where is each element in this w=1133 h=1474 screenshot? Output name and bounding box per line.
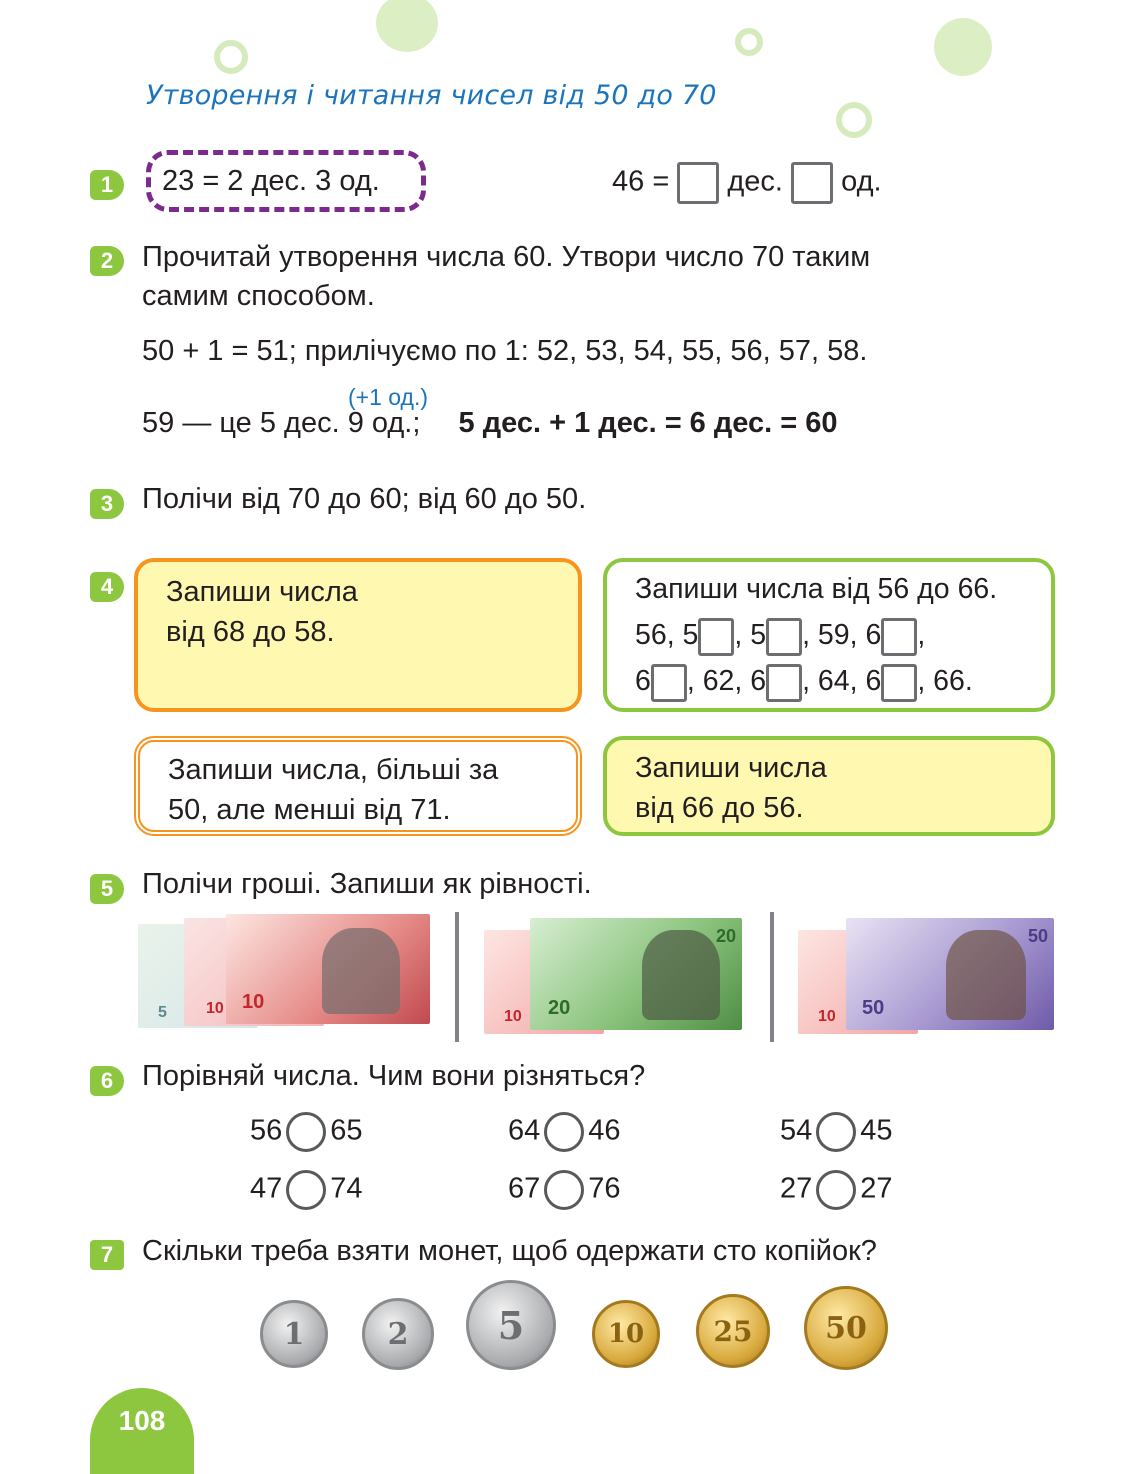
task-number-badge: 1 — [90, 170, 124, 200]
comparison — [250, 1112, 363, 1152]
answer-box[interactable] — [698, 618, 734, 656]
number-a: 47 — [250, 1172, 283, 1205]
card1-line1: Запиши числа — [166, 576, 358, 608]
number-b: 76 — [588, 1172, 621, 1205]
card3-line1: Запиши числа, більші за — [168, 754, 499, 786]
exercise-card-4 — [603, 736, 1055, 836]
number-b: 65 — [330, 1114, 363, 1147]
page-number: 108 — [90, 1388, 194, 1474]
coin-50 — [804, 1286, 888, 1370]
task-number-badge: 6 — [90, 1066, 124, 1096]
number-b: 46 — [588, 1114, 621, 1147]
compare-circle[interactable] — [816, 1112, 856, 1152]
card4-line2: від 66 до 56. — [635, 792, 804, 825]
decor-circle — [934, 18, 992, 76]
answer-box[interactable] — [791, 162, 833, 204]
exercise-card-1 — [134, 558, 582, 712]
task6-instruction: Порівняй числа. Чим вони різняться? — [142, 1060, 646, 1092]
number-a: 64 — [508, 1114, 541, 1147]
banknote-20 — [530, 918, 742, 1030]
number-b: 45 — [860, 1114, 893, 1147]
exercise-card-2 — [603, 558, 1055, 712]
task1-dec-label: дес. — [727, 165, 783, 198]
comparison — [508, 1170, 621, 1210]
number-b: 74 — [330, 1172, 363, 1205]
coin-value: 5 — [497, 1302, 525, 1348]
group-separator — [455, 912, 459, 1042]
card2-r1-a: 56, 5 — [635, 619, 699, 652]
coin-1 — [260, 1300, 328, 1368]
portrait — [946, 930, 1026, 1020]
task2-explanation-part2: 5 дес. + 1 дес. = 6 дес. = 60 — [458, 407, 838, 439]
card2-row1 — [635, 612, 1051, 658]
task1-left: 46 = — [612, 165, 670, 198]
task1-exercise — [612, 162, 882, 204]
task7-instruction: Скільки треба взяти монет, щоб одержати сто копійок? — [142, 1235, 877, 1267]
card2-r2-d: , 66. — [917, 665, 973, 698]
card2-r2-a: 6 — [635, 665, 651, 698]
answer-box[interactable] — [651, 664, 687, 702]
group-separator — [770, 912, 774, 1042]
answer-box[interactable] — [677, 162, 719, 204]
decor-circle — [376, 0, 438, 52]
card2-row2 — [635, 658, 1051, 704]
banknote-value: 20 — [548, 997, 571, 1019]
coin-value: 50 — [825, 1310, 867, 1346]
portrait — [322, 928, 400, 1014]
comparison — [508, 1112, 621, 1152]
banknote-value: 10 — [206, 1000, 224, 1017]
number-a: 67 — [508, 1172, 541, 1205]
task2-instruction-line2: самим способом. — [142, 280, 375, 312]
compare-circle[interactable] — [816, 1170, 856, 1210]
banknote-value: 20 — [715, 926, 736, 946]
card3-line2: 50, але менші від 71. — [168, 794, 451, 827]
card2-r1-b: , 5 — [734, 619, 767, 652]
portrait — [642, 930, 720, 1020]
banknote-50 — [846, 918, 1054, 1030]
task2-counting-line: 50 + 1 = 51; прилічуємо по 1: 52, 53, 54, 55, 56, 57, 58. — [142, 335, 868, 367]
task1-od-label: од. — [841, 165, 882, 198]
decor-ring — [735, 28, 763, 56]
answer-box[interactable] — [766, 618, 802, 656]
banknote-value: 10 — [242, 991, 265, 1013]
comparison — [250, 1170, 363, 1210]
banknote-value: 50 — [1027, 926, 1048, 946]
comparison — [780, 1112, 893, 1152]
coin-value: 1 — [283, 1316, 305, 1352]
compare-circle[interactable] — [544, 1112, 584, 1152]
card1-line2: від 68 до 58. — [166, 616, 335, 649]
banknote-value: 10 — [818, 1008, 836, 1025]
compare-circle[interactable] — [286, 1112, 326, 1152]
task2-explanation — [142, 406, 838, 441]
task2-annotation: (+1 од.) — [348, 384, 429, 410]
banknote-value: 5 — [158, 1004, 167, 1021]
example-equation: 23 = 2 дес. 3 од. — [162, 165, 380, 197]
card2-r2-b: , 62, 6 — [686, 665, 767, 698]
comparison — [780, 1170, 893, 1210]
compare-circle[interactable] — [286, 1170, 326, 1210]
number-a: 27 — [780, 1172, 813, 1205]
task-number-badge: 2 — [90, 246, 124, 276]
section-title: Утворення і читання чисел від 50 до 70 — [146, 80, 717, 111]
coin-value: 2 — [387, 1316, 409, 1352]
coin-10 — [592, 1300, 660, 1368]
card2-r1-d: , — [917, 619, 926, 652]
task5-instruction: Полічи гроші. Запиши як рівності. — [142, 868, 592, 900]
decor-ring — [836, 102, 872, 138]
task2-explanation-part1: 59 — це 5 дес. 9 од.; — [142, 407, 421, 439]
task-number-badge: 5 — [90, 874, 124, 904]
card2-r2-c: , 64, 6 — [802, 665, 882, 698]
task-number-badge: 4 — [90, 572, 124, 602]
compare-circle[interactable] — [544, 1170, 584, 1210]
card2-r1-c: , 59, 6 — [802, 619, 882, 652]
number-a: 56 — [250, 1114, 283, 1147]
task-number-badge: 3 — [90, 489, 124, 519]
answer-box[interactable] — [881, 664, 917, 702]
task3-instruction: Полічи від 70 до 60; від 60 до 50. — [142, 483, 587, 515]
exercise-card-3 — [134, 736, 582, 836]
task2-instruction-line1: Прочитай утворення числа 60. Утвори число 70 таким — [142, 241, 871, 273]
banknote-10 — [226, 914, 430, 1024]
answer-box[interactable] — [881, 618, 917, 656]
number-a: 54 — [780, 1114, 813, 1147]
banknote-value: 10 — [504, 1008, 522, 1025]
card2-line1: Запиши числа від 56 до 66. — [635, 573, 998, 605]
card4-line1: Запиши числа — [635, 752, 827, 784]
coin-value: 25 — [713, 1314, 753, 1348]
coin-2 — [362, 1298, 434, 1370]
task-number-badge-star: 7 — [90, 1240, 124, 1270]
number-b: 27 — [860, 1172, 893, 1205]
decor-ring — [214, 40, 248, 74]
coin-25 — [696, 1294, 770, 1368]
coin-value: 10 — [607, 1319, 645, 1349]
answer-box[interactable] — [766, 664, 802, 702]
coin-5 — [466, 1280, 556, 1370]
banknote-value: 50 — [862, 997, 885, 1019]
